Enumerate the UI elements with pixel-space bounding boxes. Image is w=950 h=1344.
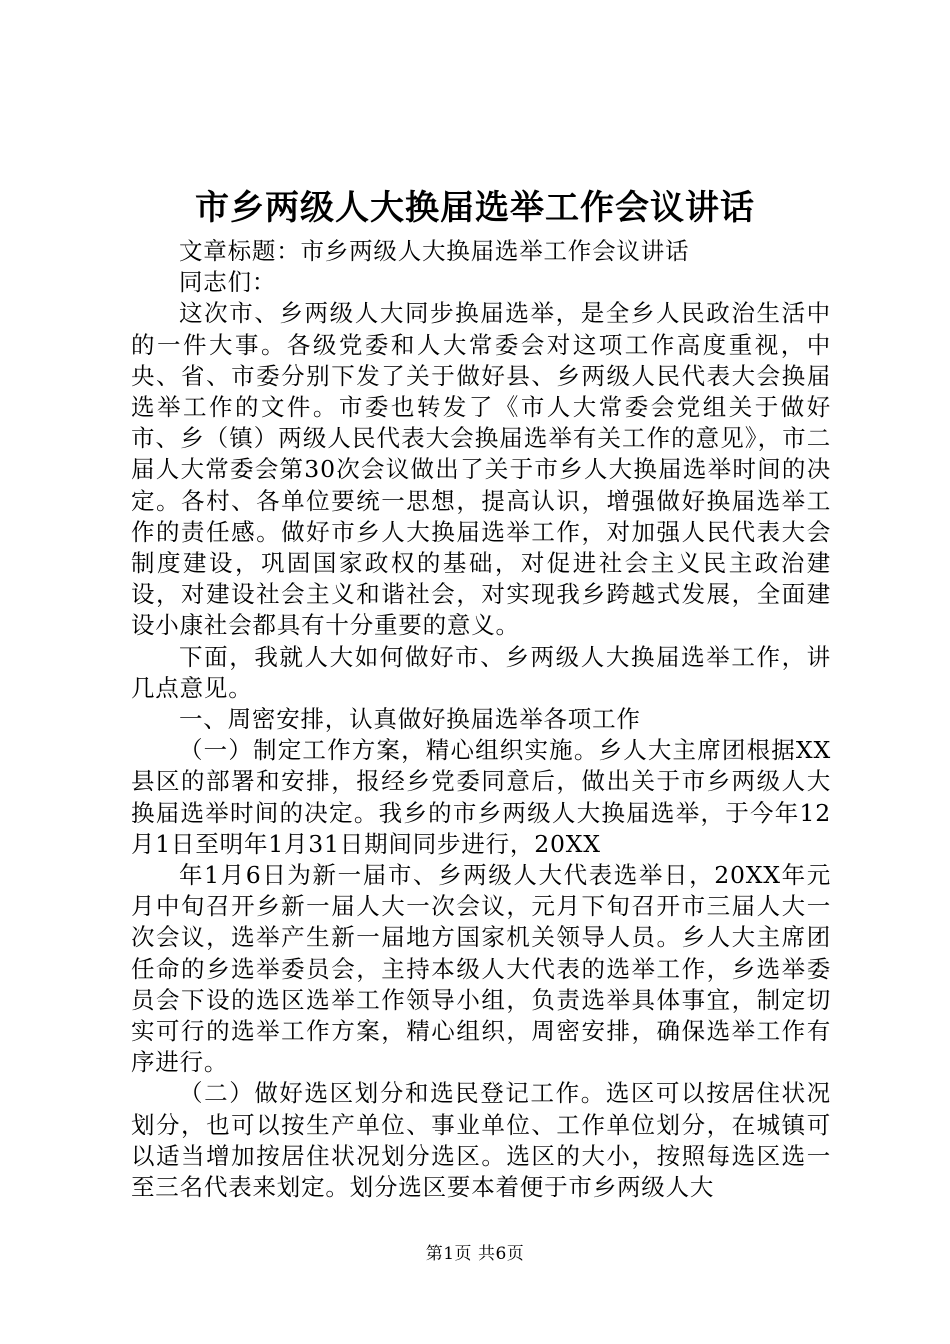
salutation: 同志们： (179, 268, 277, 297)
section-heading-1: 一、周密安排，认真做好换届选举各项工作 (179, 705, 641, 734)
article-title-line: 文章标题：市乡两级人大换届选举工作会议讲话 (179, 237, 690, 265)
subsection-1: （一）制定工作方案，精心组织实施。乡人大主席团根据XX县区的部署和安排，报经乡党委同意后，做出关于市乡两级人大换届选举时间的决定。我乡的市乡两级人大换届选举，于今年12月1日至明年1月31日期间同步进行，20XX (131, 736, 831, 858)
page-footer: 第1页 共6页 (425, 1244, 525, 1264)
document-body (131, 236, 831, 1203)
subsection-2: （二）做好选区划分和选民登记工作。选区可以按居住状况划分，也可以按生产单位、事业单位、工作单位划分，在城镇可以适当增加按居住状况划分选区。选区的大小，按照每选区选一至三名代表来划定。划分选区要本着便于市乡两级人大 (131, 1079, 831, 1202)
paragraph-transition: 下面，我就人大如何做好市、乡两级人大换届选举工作，讲几点意见。 (131, 642, 831, 702)
paragraph-schedule: 年1月6日为新一届市、乡两级人大代表选举日，20XX年元月中旬召开乡新一届人大一次会议，元月下旬召开市三届人大一次会议，选举产生新一届地方国家机关领导人员。乡人大主席团任命的乡选举委员会，主持本级人大代表的选举工作，乡选举委员会下设的选区选举工作领导小组，负责选举具体事宜，制定切实可行的选举工作方案，精心组织，周密安排，确保选举工作有序进行。 (131, 861, 831, 1077)
document-title: 市乡两级人大换届选举工作会议讲话 (195, 188, 755, 228)
paragraph-intro: 这次市、乡两级人大同步换届选举，是全乡人民政治生活中的一件大事。各级党委和人大常委会对这项工作高度重视，中央、省、市委分别下发了关于做好县、乡两级人民代表大会换届选举工作的文件。市委也转发了《市人大常委会党组关于做好市、乡（镇）两级人民代表大会换届选举有关工作的意见》，市二届人大常委会第30次会议做出了关于市乡人大换届选举时间的决定。各村、各单位要统一思想，提高认识，增强做好换届选举工作的责任感。做好市乡人大换届选举工作，对加强人民代表大会制度建设，巩固国家政权的基础，对促进社会主义民主政治建设，对建设社会主义和谐社会，对实现我乡跨越式发展，全面建设小康社会都具有十分重要的意义。 (131, 299, 831, 640)
